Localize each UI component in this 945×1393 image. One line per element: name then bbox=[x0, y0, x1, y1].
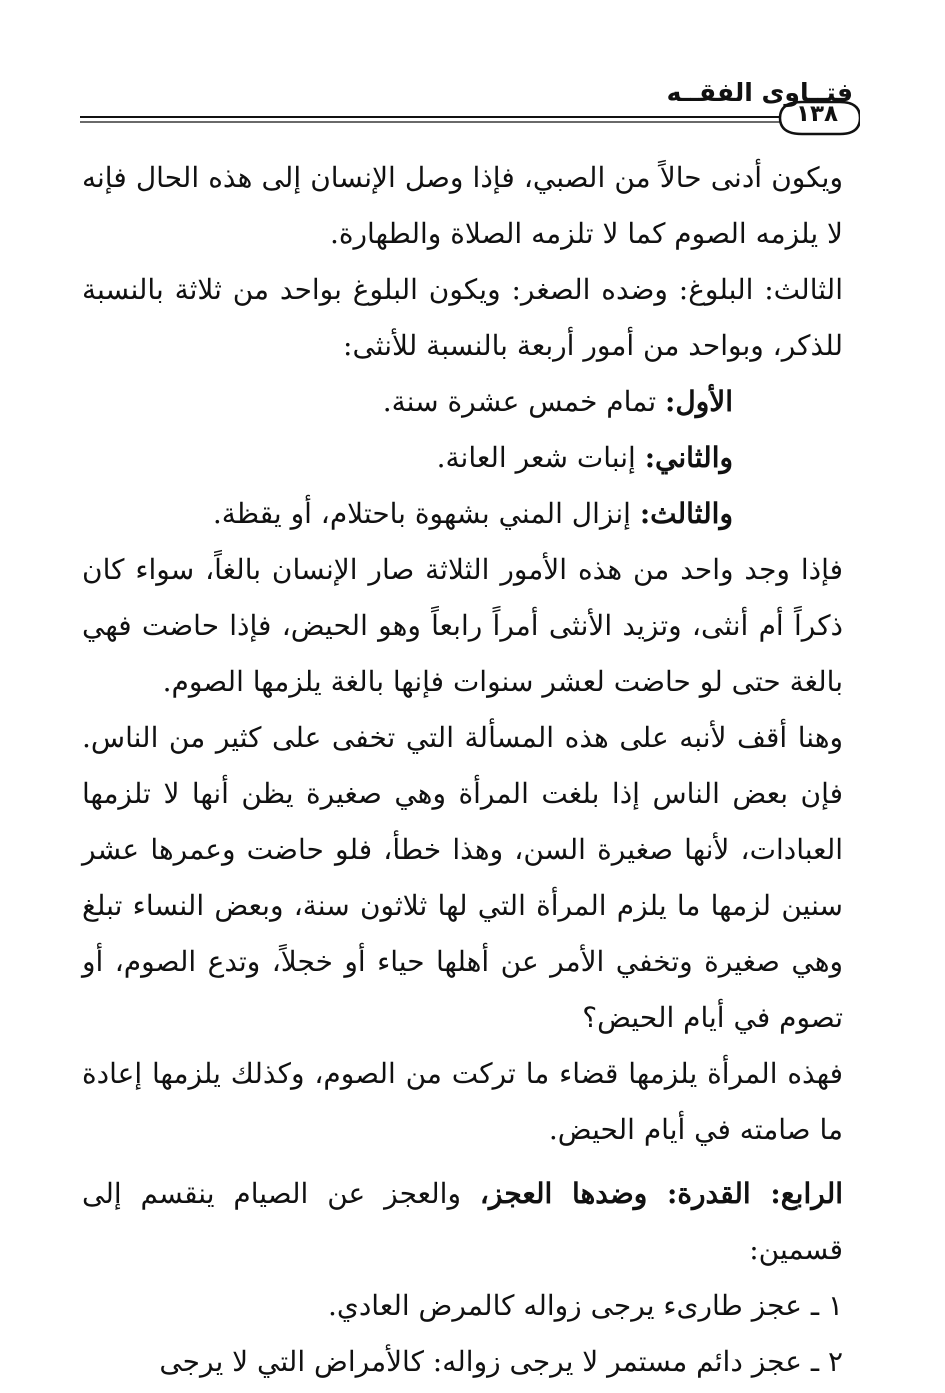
page-number: ١٣٨ bbox=[795, 101, 839, 127]
paragraph-1: ويكون أدنى حالاً من الصبي، فإذا وصل الإنسان إلى هذه الحال فإنه لا يلزمه الصوم كما لا تلزمه الصلاة والطهارة. bbox=[82, 161, 843, 250]
item-lead: الأول: bbox=[665, 385, 733, 418]
numbered-item: ١ ـ عجز طارىء يرجى زواله كالمرض العادي. bbox=[328, 1289, 843, 1322]
paragraph-6-lead: الرابع: القدرة: وضدها العجز، bbox=[479, 1177, 843, 1210]
item-text: إنبات شعر العانة. bbox=[436, 441, 645, 474]
paragraph-5: فهذه المرأة يلزمها قضاء ما تركت من الصوم، وكذلك يلزمها إعادة ما صامته في أيام الحيض. bbox=[82, 1057, 843, 1146]
item-lead: والثاني: bbox=[644, 441, 733, 474]
item-text: إنزال المني بشهوة باحتلام، أو يقظة. bbox=[212, 497, 640, 530]
paragraph-4: وهنا أقف لأنبه على هذه المسألة التي تخفى على كثير من الناس. فإن بعض الناس إذا بلغت المرأة وهي صغيرة يظن أنها لا تلزمها العبادات، لأنها صغيرة السن، وهذا خطأ، فلو حاضت وعمرها عشر سنين لزمها ما يلزم المرأة التي لها ثلاثون سنة، وبعض النساء تبلغ وهي صغيرة وتخفي الأمر عن أهلها حياء أو خجلاً، وتدع الصوم، أو تصوم في أيام الحيض؟ bbox=[82, 721, 843, 1034]
header-rule bbox=[80, 98, 860, 138]
list-item bbox=[82, 374, 843, 430]
paragraph-3: فإذا وجد واحد من هذه الأمور الثلاثة صار الإنسان بالغاً، سواء كان ذكراً أم أنثى، وتزيد الأنثى أمراً رابعاً وهو الحيض، فإذا حاضت فهي بالغة حتى لو حاضت لعشر سنوات فإنها بالغة يلزمها الصوم. bbox=[82, 553, 843, 698]
paragraph-6 bbox=[82, 1166, 843, 1278]
item-lead: والثالث: bbox=[639, 497, 733, 530]
paragraph-2: الثالث: البلوغ: وضده الصغر: ويكون البلوغ بواحد من ثلاثة بالنسبة للذكر، وبواحد من أمور أربعة بالنسبة للأنثى: bbox=[82, 273, 843, 362]
page-body bbox=[82, 150, 843, 1390]
numbered-item: ٢ ـ عجز دائم مستمر لا يرجى زواله: كالأمراض التي لا يرجى bbox=[159, 1345, 843, 1378]
paragraph-6-text: والعجز عن الصيام ينقسم إلى قسمين: bbox=[82, 1177, 843, 1266]
list-item bbox=[82, 486, 843, 542]
item-text: تمام خمس عشرة سنة. bbox=[382, 385, 666, 418]
running-title: فتــاوى الفقــه bbox=[666, 78, 853, 107]
list-item bbox=[82, 430, 843, 486]
